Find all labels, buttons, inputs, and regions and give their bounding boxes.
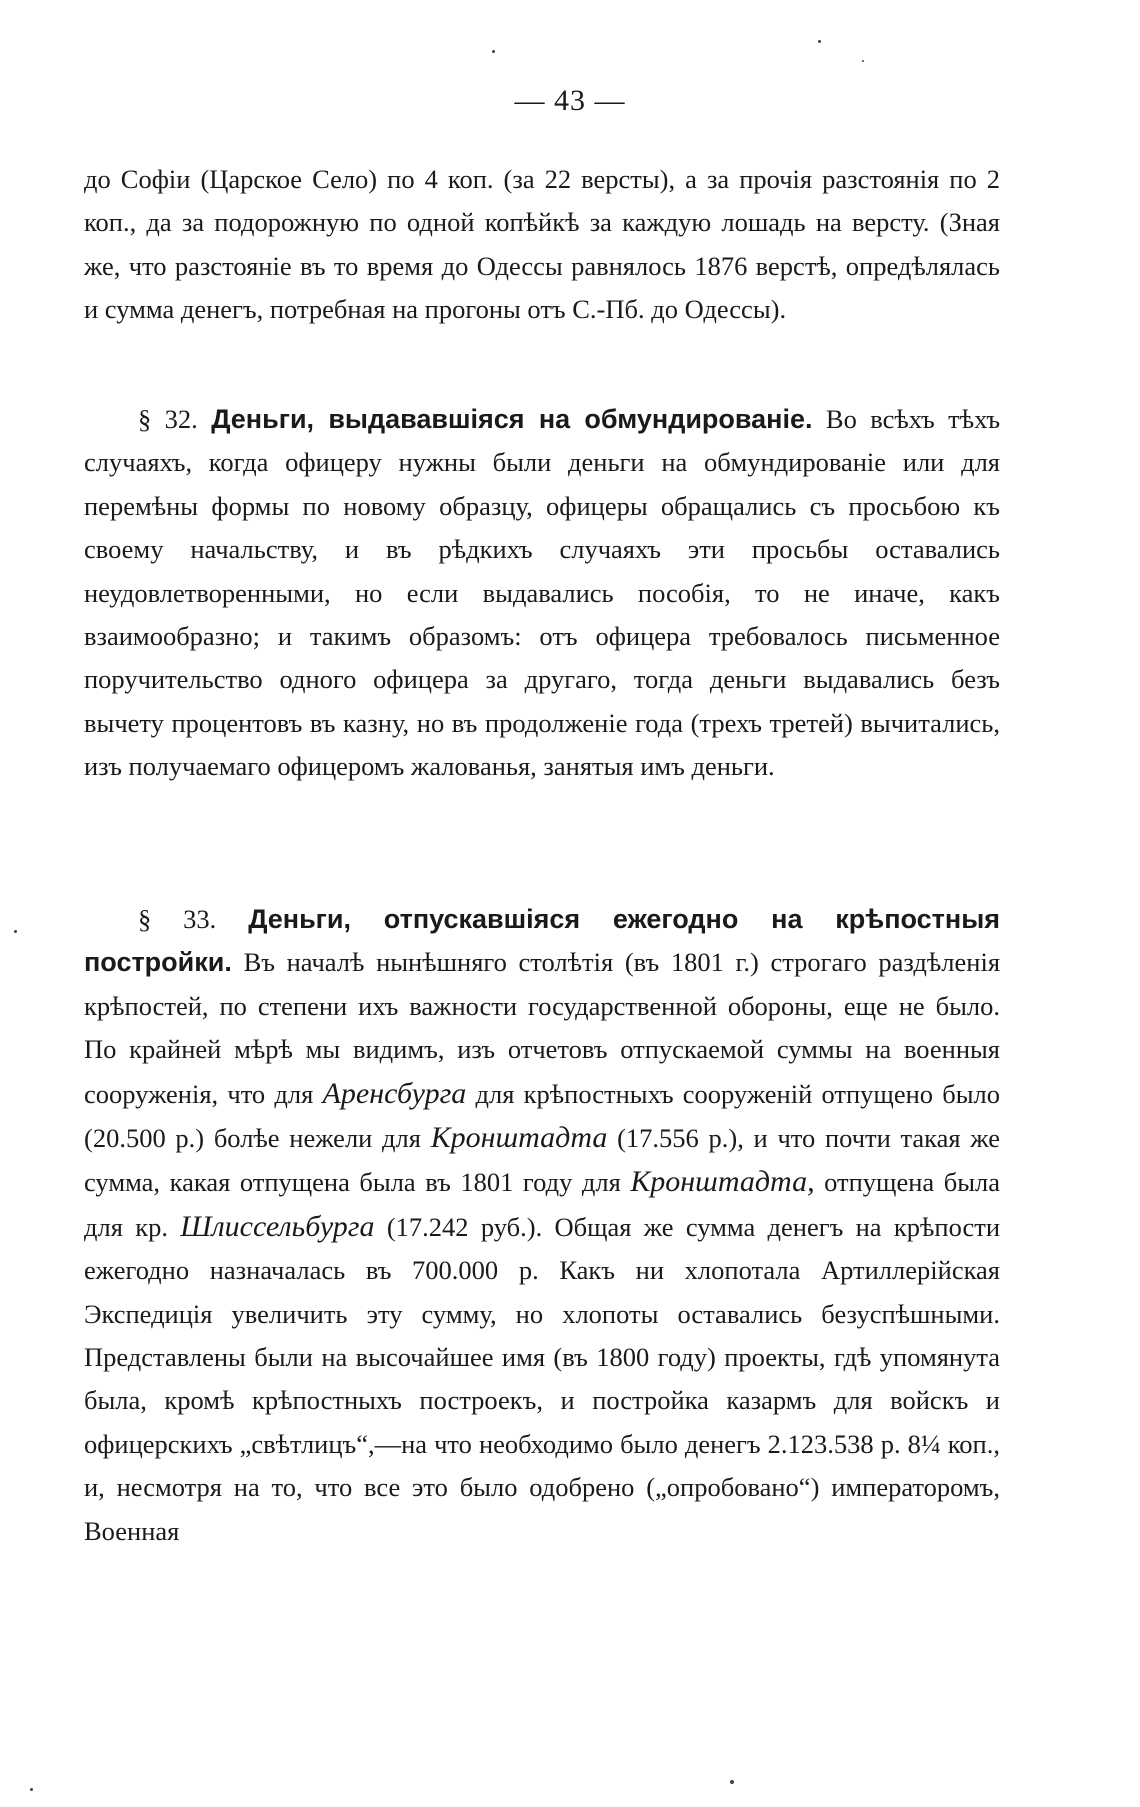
paragraph-text: для крѣпостныхъ сооруженій отпущено было (20.500 р.) болѣе нежели для <box>84 1078 1001 1154</box>
paragraph-continuation <box>84 158 1000 332</box>
section-number: § 33. <box>138 904 217 934</box>
scan-speck <box>818 40 821 43</box>
paragraph-text: (17.242 руб.). Общая же сумма денегъ на крѣпости ежегодно назначалась въ 700.000 р. Какъ ни хлопотала Артиллерійская Экспедиція увеличить эту сумму, но хлопоты оставались безуспѣшными. Представлены были на высочайшее имя (въ 1800 году) проекты, гдѣ упомянута была, кромѣ крѣпостныхъ построекъ, и постройка казармъ для войскъ и офицерскихъ „свѣтлицъ“,—на что необходимо было денегъ 2.123.538 р. 8¼ коп., и, несмотря на то, что все это было одобрено („опробовано“) императоромъ, Военная <box>84 1211 1001 1546</box>
paragraph-section-33 <box>84 898 1000 1553</box>
section-heading: Деньги, отпускавшіяся ежегодно на крѣпостныя постройки. <box>84 904 1001 978</box>
paragraph-section-32 <box>84 398 1000 789</box>
section-heading: Деньги, выдававшіяся на обмундированіе. <box>211 404 813 434</box>
scan-speck <box>730 1780 734 1784</box>
scan-speck <box>30 1788 33 1791</box>
scan-speck <box>862 60 864 62</box>
paragraph-text: Въ началѣ нынѣшняго столѣтія (въ 1801 г.) строгаго раздѣленія крѣпостей, по степени ихъ важности государственной обороны, еще не было. По крайней мѣрѣ мы видимъ, изъ отчетовъ отпускаемой суммы на военныя сооруженія, что для <box>84 947 1001 1109</box>
place-name-italic: Кронштадта <box>430 1121 608 1155</box>
place-name-italic: Шлиссельбурга <box>180 1209 375 1243</box>
paragraph-text: (17.556 р.), и что почти такая же сумма, какая отпущена была въ 1801 году для <box>84 1123 1001 1198</box>
place-name-italic: Аренсбурга <box>322 1076 467 1110</box>
paragraph-text: отпущена была для кр. <box>84 1167 1000 1242</box>
scan-speck <box>14 930 17 933</box>
paragraph-text: до Софіи (Царское Село) по 4 коп. (за 22 версты), а за прочія разстоянія по 2 коп., да за подорожную по одной копѣйкѣ за каждую лошадь на версту. (Зная же, что разстояніе въ то время до Одессы равнялось 1876 верстѣ, опредѣлялась и сумма денегъ, потребная на прогоны отъ С.-Пб. до Одессы). <box>84 164 1000 325</box>
page-number: — 43 — <box>514 84 626 117</box>
section-number: § 32. <box>138 404 198 434</box>
place-name-italic: Кронштадта, <box>630 1165 815 1199</box>
scan-speck <box>492 50 495 53</box>
paragraph-text: Во всѣхъ тѣхъ случаяхъ, когда офицеру нужны были деньги на обмундированіе или для перемѣны формы по новому образцу, офицеры обращались съ просьбою къ своему начальству, и въ рѣдкихъ случаяхъ эти просьбы оставались неудовлетворенными, но если выдавались пособія, то не иначе, какъ взаимообразно; и такимъ образомъ: отъ офицера требовалось письменное поручительство одного офицера за другаго, тогда деньги выдавались безъ вычету процентовъ въ казну, но въ продолженіе года (трехъ третей) вычитались, изъ получаемаго офицеромъ жалованья, занятыя имъ деньги. <box>84 404 1001 782</box>
